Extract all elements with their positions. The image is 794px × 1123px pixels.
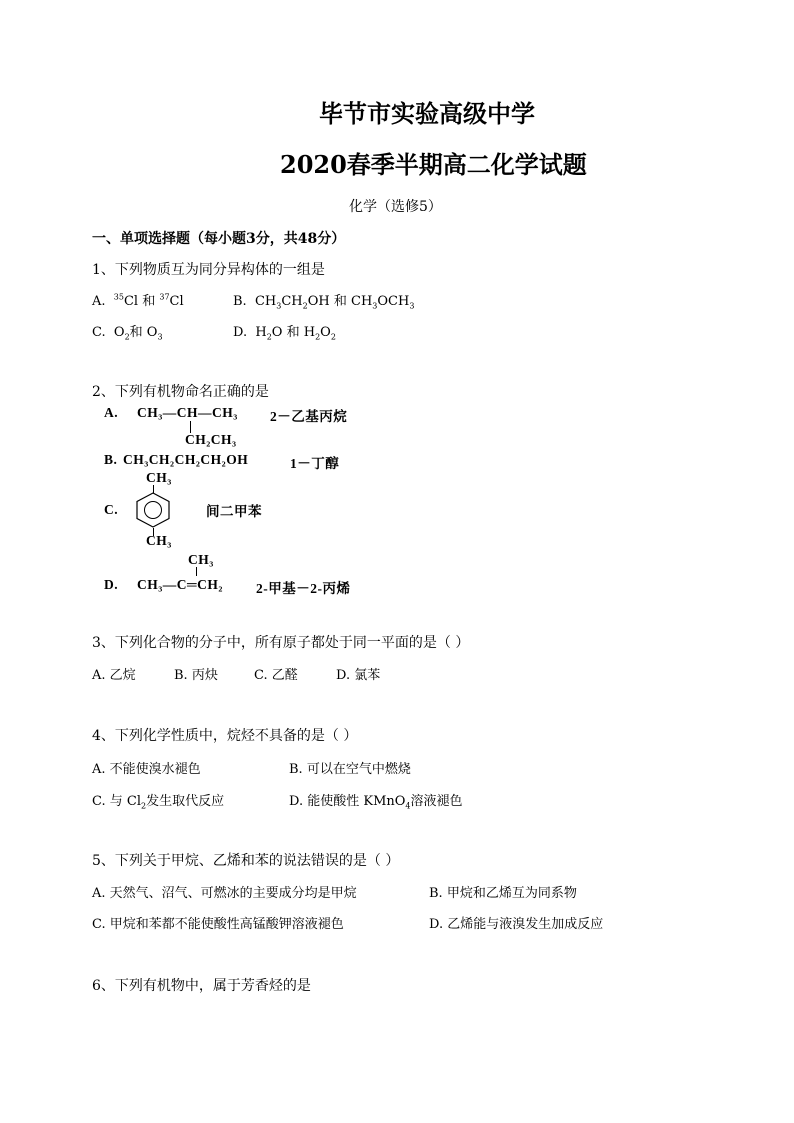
q1-option-d: D. $H_2O$ 和 $H_2O_2$ bbox=[233, 325, 336, 342]
q2-option-d-formula: CH₃—C═CH₂ bbox=[137, 577, 223, 592]
q1-option-b: B. $CH_3CH_2OH$ 和 $CH_3OCH_3$ bbox=[233, 294, 415, 311]
q2-option-c-label: C. bbox=[104, 502, 119, 517]
q3-option-a: A. 乙烷 bbox=[92, 668, 136, 683]
question-4-stem: 4、下列化学性质中，烷烃不具备的是（ ） bbox=[92, 728, 358, 744]
q5-option-d: D. 乙烯能与液溴发生加成反应 bbox=[429, 917, 604, 932]
q2-option-c-name: 间二甲苯 bbox=[206, 504, 262, 519]
q3-option-b: B. 丙炔 bbox=[174, 668, 218, 683]
q1-option-c: C. $O_2$和 $O_3$ bbox=[92, 325, 163, 342]
q5-option-c: C. 甲烷和苯都不能使酸性高锰酸钾溶液褪色 bbox=[92, 917, 344, 932]
q2-option-b-formula: CH₃CH₂CH₂CH₂OH bbox=[123, 452, 249, 467]
q2-option-c-bottom-methyl: CH₃ bbox=[146, 533, 172, 548]
q5-option-b: B. 甲烷和乙烯互为同系物 bbox=[429, 886, 577, 901]
q2-option-a-name: 2－乙基丙烷 bbox=[270, 409, 348, 424]
q4-option-a: A. 不能使溴水褪色 bbox=[92, 762, 201, 777]
subject-label: 化学（选修5） bbox=[349, 199, 442, 215]
exam-title: 2020春季半期高二化学试题 bbox=[280, 150, 587, 179]
q4-option-d: D. 能使酸性 KMnO$_4$溶液褪色 bbox=[289, 794, 463, 811]
question-3-stem: 3、下列化合物的分子中，所有原子都处于同一平面的是（ ） bbox=[92, 635, 470, 651]
question-2-stem: 2、下列有机物命名正确的是 bbox=[92, 384, 269, 400]
q2-option-b-label: B. bbox=[104, 452, 118, 467]
q2-option-d-top-methyl: CH₃ bbox=[188, 552, 214, 567]
q3-option-d: D. 氯苯 bbox=[336, 668, 381, 683]
q2-option-a-label: A. bbox=[104, 405, 119, 420]
q4-option-b: B. 可以在空气中燃烧 bbox=[289, 762, 411, 777]
school-name: 毕节市实验高级中学 bbox=[319, 99, 535, 128]
q2-option-d-label: D. bbox=[104, 577, 119, 592]
question-6-stem: 6、下列有机物中，属于芳香烃的是 bbox=[92, 978, 311, 994]
question-5-stem: 5、下列关于甲烷、乙烯和苯的说法错误的是（ ） bbox=[92, 853, 400, 869]
q4-option-c: C. 与 $Cl_2$发生取代反应 bbox=[92, 794, 225, 811]
q2-option-b-name: 1－丁醇 bbox=[290, 456, 340, 471]
q1-option-a: A. $^{35}$Cl 和 $^{37}$Cl bbox=[92, 292, 184, 309]
q3-option-c: C. 乙醛 bbox=[254, 668, 298, 683]
q2-option-a-formula: CH₃—CH—CH₃ bbox=[137, 405, 238, 420]
q2-d-bond-line bbox=[196, 567, 197, 576]
benzene-ring-icon bbox=[133, 491, 173, 529]
question-1-stem: 1、下列物质互为同分异构体的一组是 bbox=[92, 262, 325, 278]
q2-option-a-branch: CH₂CH₃ bbox=[185, 432, 237, 447]
section-heading: 一、单项选择题（每小题3分，共48分） bbox=[92, 231, 346, 247]
q2-option-c-top-methyl: CH₃ bbox=[146, 470, 172, 485]
q2-option-d-name: 2-甲基－2-丙烯 bbox=[256, 581, 351, 596]
q5-option-a: A. 天然气、沼气、可燃冰的主要成分均是甲烷 bbox=[92, 886, 357, 901]
